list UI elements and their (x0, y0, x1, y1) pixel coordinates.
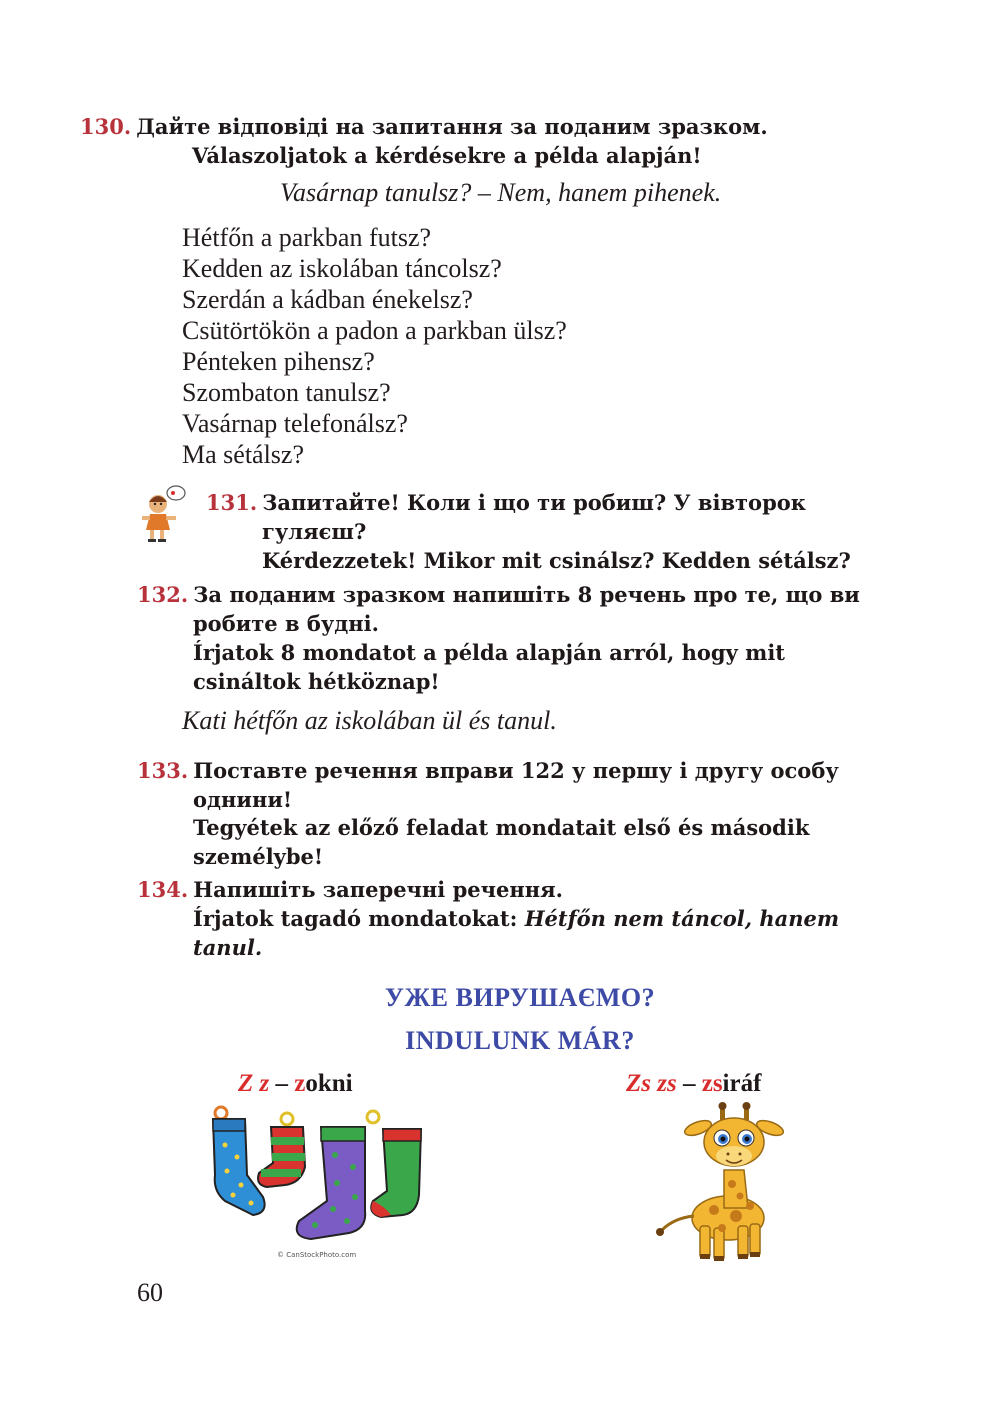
question-list (182, 222, 567, 470)
letter: Zs zs (626, 1070, 677, 1097)
example-text: Hétfőn nem táncol, hanem (524, 906, 840, 931)
exercise-number: 133. (137, 758, 189, 783)
section-title-ua: УЖЕ ВИРУШАЄМО? (384, 983, 656, 1012)
speaking-child-icon (140, 484, 190, 544)
word-highlight: z (294, 1070, 306, 1097)
example-sentence: Vasárnap tanulsz? – Nem, hanem pihenek. (280, 178, 722, 207)
exercise-instruction-hu: Válaszoljatok a kérdésekre a példa alapján! (192, 143, 702, 168)
instruction-text: Írjatok tagadó mondatokat: (193, 906, 525, 931)
example-sentence: Kati hétfőn az iskolában ül és tanul. (182, 706, 557, 735)
exercise-instruction-hu-cont (193, 933, 262, 962)
exercise-instruction-ua-cont: однини! (193, 787, 293, 812)
exercise-number: 134. (137, 877, 189, 902)
exercise-number: 130. (80, 114, 132, 139)
letter-zs-label (626, 1070, 761, 1098)
exercise-instruction-ua: Поставте речення вправи 122 у першу і другу особу (193, 758, 839, 783)
exercise-instruction-ua: Напишіть заперечні речення. (193, 877, 563, 902)
exercise-132 (137, 580, 860, 609)
question-item: Hétfőn a parkban futsz? (182, 223, 432, 252)
exercise-instruction-hu-cont: csináltok hétköznap! (193, 669, 440, 694)
question-item: Csütörtökön a padon a parkban ülsz? (182, 316, 567, 345)
exercise-instruction-hu: Kérdezzetek! Mikor mit csinálsz? Kedden sétálsz? (262, 548, 851, 573)
section-title-hu: INDULUNK MÁR? (405, 1026, 635, 1055)
exercise-130 (80, 112, 768, 141)
word-rest: iráf (722, 1070, 762, 1097)
question-item: Kedden az iskolában táncolsz? (182, 254, 502, 283)
exercise-instruction-hu-cont: személybe! (193, 844, 324, 869)
question-item: Szombaton tanulsz? (182, 378, 391, 407)
exercise-instruction-ua-cont: робите в будні. (193, 611, 379, 636)
question-item: Szerdán a kádban énekelsz? (182, 285, 473, 314)
letter: Z z (238, 1070, 270, 1097)
exercise-number: 131. (206, 490, 258, 515)
exercise-131 (206, 488, 806, 517)
exercise-number: 132. (137, 582, 189, 607)
exercise-instruction-ua: Дайте відповіді на запитання за поданим зразком. (136, 114, 768, 139)
socks-image (205, 1105, 435, 1265)
exercise-instruction-ua: Запитайте! Коли і що ти робиш? У вівторок (262, 490, 806, 515)
exercise-133 (137, 756, 839, 785)
question-item: Pénteken pihensz? (182, 347, 375, 376)
exercise-instruction-hu: Tegyétek az előző feladat mondatait első és második (193, 815, 810, 840)
giraffe-image (640, 1100, 810, 1265)
exercise-instruction-hu: Írjatok 8 mondatot a példa alapján arról, hogy mit (193, 640, 785, 665)
exercise-instruction-hu (193, 904, 839, 933)
image-credit: © CanStockPhoto.com (277, 1251, 357, 1259)
word-rest: okni (305, 1070, 353, 1097)
exercise-134 (137, 875, 563, 904)
dash: – (676, 1070, 702, 1097)
page-number: 60 (137, 1278, 163, 1307)
dash: – (269, 1070, 295, 1097)
question-item: Ma sétálsz? (182, 440, 305, 469)
example-text: tanul. (193, 935, 263, 960)
exercise-instruction-ua-cont: гуляєш? (262, 519, 367, 544)
exercise-instruction-ua: За поданим зразком напишіть 8 речень про те, що ви (193, 582, 860, 607)
question-item: Vasárnap telefonálsz? (182, 409, 408, 438)
letter-z-label (238, 1070, 353, 1098)
word-highlight: zs (701, 1070, 723, 1097)
